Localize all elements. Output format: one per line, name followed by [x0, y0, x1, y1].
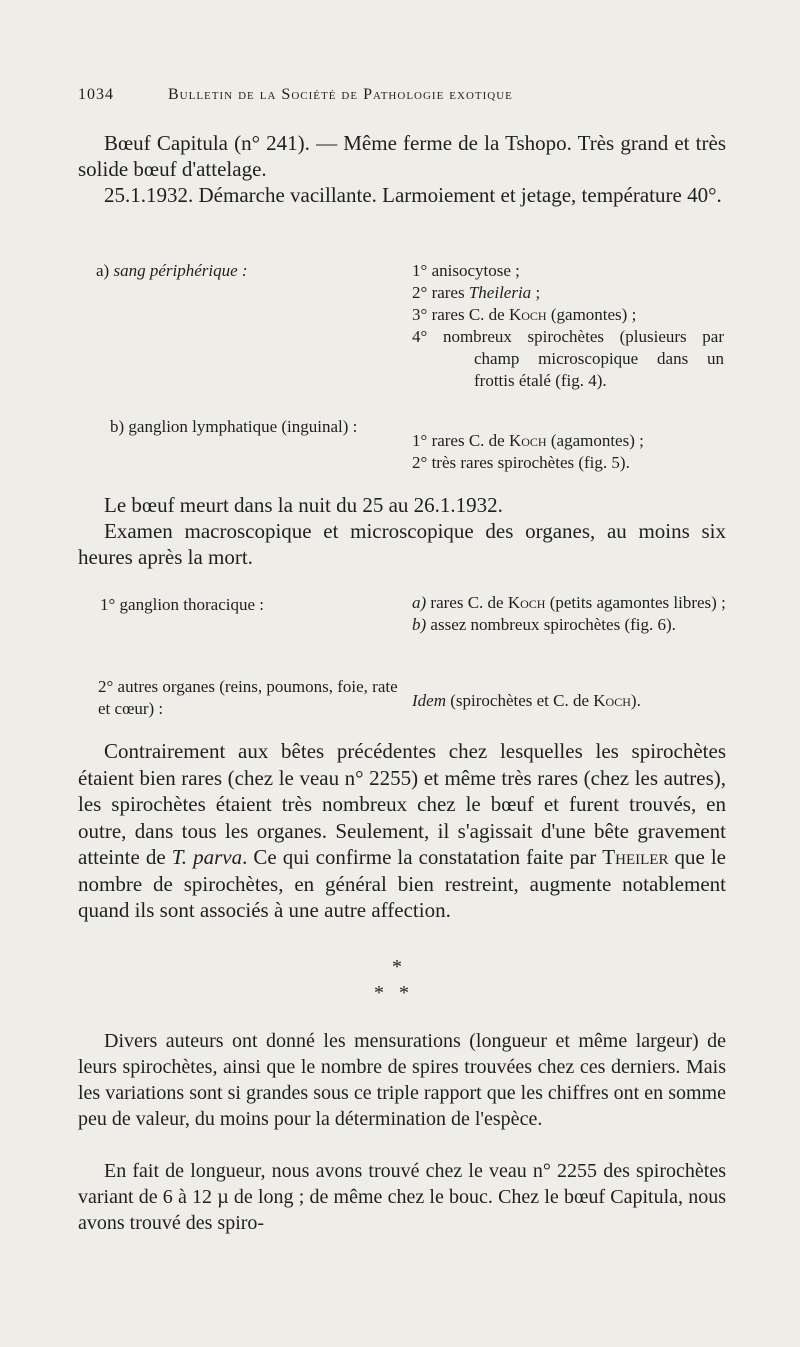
exam2-item2-value: Idem (spirochètes et C. de Koch).	[412, 691, 641, 710]
intro-line1: Bœuf Capitula (n° 241). — Même ferme de la Tshopo. Très grand et très solide bœuf d'attelage.	[78, 131, 726, 181]
list-item: a) rares C. de Koch (petits agamontes libres) ;	[412, 593, 726, 612]
discussion-paragraph: Contrairement aux bêtes précédentes chez lesquelles les spirochètes étaient bien rares (chez le veau n° 2255) et même très rares (chez les autres), les spirochètes étaient très nombreux chez le bœuf et furent trouvés, en outre, dans tous les organes. Seulement, il s'agissait d'une bête gravement atteinte de T. parva. Ce qui confirme la constatation faite par Theiler que le nombre de spirochètes, en général bien restreint, augmente notablement quand ils sont associés à une autre affection.	[78, 739, 726, 922]
page-number: 1034	[78, 86, 114, 103]
journal-title: Bulletin de la Société de Pathologie exotique	[168, 86, 513, 103]
list-item: 2° très rares spirochètes (fig. 5).	[412, 453, 630, 472]
list-item: 1° rares C. de Koch (agamontes) ;	[412, 431, 644, 450]
death-paragraph	[78, 492, 726, 570]
exam2-item2-label: 2° autres organes (reins, poumons, foie, rate et cœur) :	[98, 677, 398, 718]
death-line2: Examen macroscopique et microscopique des organes, au moins six heures après la mort.	[78, 519, 726, 569]
separator-star-top: *	[392, 956, 402, 978]
list-item: 1° anisocytose ;	[412, 261, 520, 280]
list-item: 3° rares C. de Koch (gamontes) ;	[412, 305, 637, 324]
exam1-b-label: b) ganglion lymphatique (inguinal) :	[110, 417, 358, 436]
separator-stars-bottom: * *	[374, 982, 409, 1004]
exam2-item1-label: 1° ganglion thoracique :	[100, 595, 265, 614]
intro-paragraph	[78, 130, 726, 208]
list-item: 4° nombreux spirochètes (plusieurs par champ microscopique dans un frottis étalé (fig. 4).	[412, 327, 724, 390]
exam1-a-list	[412, 260, 724, 392]
exam2-item1-list	[412, 592, 728, 636]
measure-paragraph-2: En fait de longueur, nous avons trouvé chez le veau n° 2255 des spirochètes variant de 6 à 12 µ de long ; de même chez le bouc. Chez le bœuf Capitula, nous avons trouvé des spiro-	[78, 1160, 726, 1234]
list-item: b) assez nombreux spirochètes (fig. 6).	[412, 615, 676, 634]
running-header	[78, 86, 728, 104]
measure-paragraph-1: Divers auteurs ont donné les mensurations (longueur et même largeur) de leurs spirochètes, ainsi que le nombre de spires trouvées chez ces derniers. Mais les variations sont si grandes sous ce triple rapport que les chiffres ont en somme peu de valeur, du moins pour la détermination de l'espèce.	[78, 1030, 726, 1130]
list-item: 2° rares Theileria ;	[412, 283, 541, 302]
exam1-a-label: a) sang périphérique :	[96, 261, 248, 280]
exam1-b-list	[412, 430, 732, 474]
death-line1: Le bœuf meurt dans la nuit du 25 au 26.1.1932.	[104, 493, 503, 517]
intro-line2: 25.1.1932. Démarche vacillante. Larmoiement et jetage, température 40°.	[104, 183, 722, 207]
